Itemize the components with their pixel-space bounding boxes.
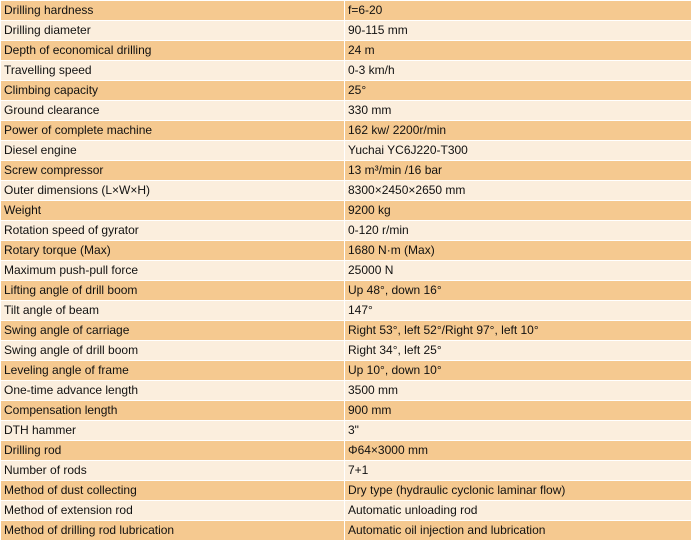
spec-value: 900 mm [345,401,691,421]
table-row [1,281,691,301]
spec-value: 147° [345,301,691,321]
spec-label: Travelling speed [1,61,345,81]
table-row [1,401,691,421]
spec-value: Φ64×3000 mm [345,441,691,461]
table-row [1,201,691,221]
spec-value: 3" [345,421,691,441]
table-row [1,461,691,481]
spec-table-body [1,1,691,541]
spec-value: 0-120 r/min [345,221,691,241]
spec-value: 13 m³/min /16 bar [345,161,691,181]
table-row [1,121,691,141]
spec-value: Dry type (hydraulic cyclonic laminar flow) [345,481,691,501]
table-row [1,81,691,101]
spec-label: Method of extension rod [1,501,345,521]
spec-label: Outer dimensions (L×W×H) [1,181,345,201]
table-row [1,501,691,521]
spec-label: Lifting angle of drill boom [1,281,345,301]
spec-label: Swing angle of drill boom [1,341,345,361]
table-row [1,421,691,441]
table-row [1,521,691,541]
spec-label: Swing angle of carriage [1,321,345,341]
spec-value: 330 mm [345,101,691,121]
table-row [1,101,691,121]
spec-value: 1680 N·m (Max) [345,241,691,261]
spec-label: Method of drilling rod lubrication [1,521,345,541]
table-row [1,261,691,281]
spec-label: Weight [1,201,345,221]
spec-label: Number of rods [1,461,345,481]
spec-label: Drilling rod [1,441,345,461]
table-row [1,61,691,81]
spec-value: 25° [345,81,691,101]
table-row [1,221,691,241]
table-row [1,441,691,461]
spec-value: 25000 N [345,261,691,281]
spec-value: 9200 kg [345,201,691,221]
table-row [1,141,691,161]
spec-value: 0-3 km/h [345,61,691,81]
spec-value: Up 48°, down 16° [345,281,691,301]
spec-value: 7+1 [345,461,691,481]
table-row [1,341,691,361]
spec-label: Screw compressor [1,161,345,181]
table-row [1,301,691,321]
spec-value: 3500 mm [345,381,691,401]
spec-label: Rotary torque (Max) [1,241,345,261]
table-row [1,181,691,201]
spec-label: Method of dust collecting [1,481,345,501]
spec-label: DTH hammer [1,421,345,441]
table-row [1,481,691,501]
spec-label: Diesel engine [1,141,345,161]
table-row [1,1,691,21]
spec-label: Rotation speed of gyrator [1,221,345,241]
spec-value: Up 10°, down 10° [345,361,691,381]
spec-value: Automatic oil injection and lubrication [345,521,691,541]
spec-value: 8300×2450×2650 mm [345,181,691,201]
spec-label: Ground clearance [1,101,345,121]
table-row [1,321,691,341]
spec-label: Compensation length [1,401,345,421]
spec-label: Drilling diameter [1,21,345,41]
spec-value: Yuchai YC6J220-T300 [345,141,691,161]
table-row [1,241,691,261]
spec-value: 162 kw/ 2200r/min [345,121,691,141]
spec-label: Leveling angle of frame [1,361,345,381]
spec-value: 24 m [345,41,691,61]
table-row [1,41,691,61]
spec-label: Tilt angle of beam [1,301,345,321]
table-row [1,361,691,381]
table-row [1,381,691,401]
spec-value: f=6-20 [345,1,691,21]
spec-label: Depth of economical drilling [1,41,345,61]
spec-label: Climbing capacity [1,81,345,101]
spec-label: Maximum push-pull force [1,261,345,281]
spec-value: Right 53°, left 52°/Right 97°, left 10° [345,321,691,341]
spec-value: Right 34°, left 25° [345,341,691,361]
table-row [1,161,691,181]
spec-value: Automatic unloading rod [345,501,691,521]
table-row [1,21,691,41]
spec-label: Drilling hardness [1,1,345,21]
spec-label: Power of complete machine [1,121,345,141]
spec-value: 90-115 mm [345,21,691,41]
spec-label: One-time advance length [1,381,345,401]
